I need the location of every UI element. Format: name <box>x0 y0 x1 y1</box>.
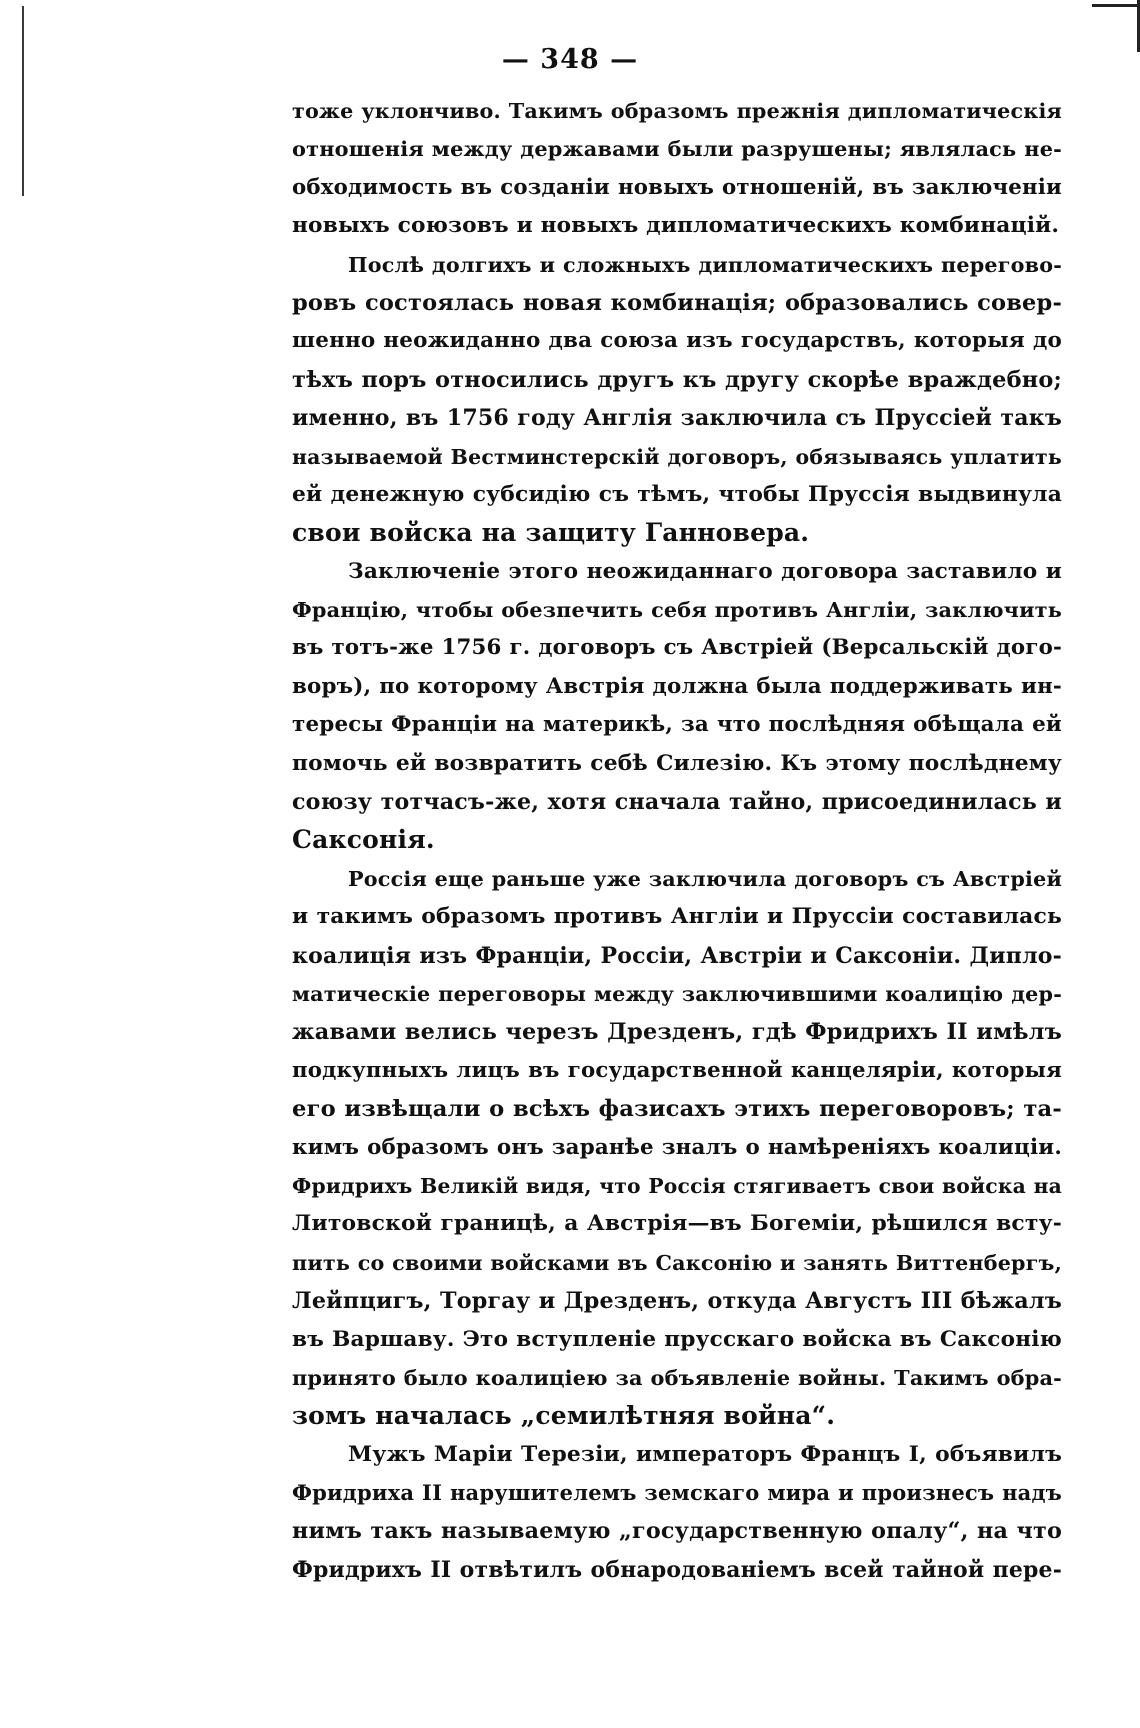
text-line: принято было коалиціею за объявленіе войны. Такимъ обра- <box>292 1364 1062 1390</box>
text-line: Фридриха II нарушителемъ земскаго мира и произнесъ надъ <box>292 1480 1062 1506</box>
text-line: подкупныхъ лицъ въ государственной канцеляріи, которыя <box>292 1057 1062 1083</box>
text-line: Францію, чтобы обезпечить себя противъ Англіи, заключить <box>292 598 1062 623</box>
text-line: жавами велись черезъ Дрезденъ, гдѣ Фридрихъ II имѣлъ <box>292 1019 1062 1046</box>
text-line: Заключеніе этого неожиданнаго договора заставило и <box>348 558 1062 584</box>
text-line: ровъ состоялась новая комбинація; образовались совер- <box>292 289 1062 316</box>
text-line: Фридрихъ Великій видя, что Россія стягиваетъ свои войска на <box>292 1173 1062 1198</box>
text-line: именно, въ 1756 году Англія заключила съ Пруссіей такъ <box>292 405 1062 432</box>
text-line: помочь ей возвратить себѣ Силезію. Къ этому послѣднему <box>292 750 1062 776</box>
text-line: ей денежную субсидію съ тѣмъ, чтобы Пруссія выдвинула <box>292 481 1062 507</box>
text-line: союзу тотчасъ-же, хотя сначала тайно, присоединилась и <box>292 789 1062 816</box>
text-line: Послѣ долгихъ и сложныхъ дипломатическихъ перегово- <box>348 252 1062 277</box>
text-line: нимъ такъ называемую „государственную опалу“, на что <box>292 1518 1062 1545</box>
text-line: Саксонія. <box>292 825 435 855</box>
text-line: матическіе переговоры между заключившими коалицію дер- <box>292 981 1062 1006</box>
text-line: коалиція изъ Франціи, Россіи, Австріи и Саксоніи. Дипло- <box>292 942 1062 969</box>
text-line: обходимость въ созданіи новыхъ отношеній, въ заключеніи <box>292 174 1062 200</box>
text-line: въ Варшаву. Это вступленіе прусскаго войска въ Саксонію <box>292 1326 1062 1352</box>
page-number: — 348 — <box>501 44 639 75</box>
text-line: его извѣщали о всѣхъ фазисахъ этихъ переговоровъ; та- <box>292 1096 1062 1123</box>
text-line: пить со своими войсками въ Саксонію и занять Виттенбергъ, <box>292 1250 1062 1275</box>
text-line: тѣхъ поръ относились другъ къ другу скорѣе враждебно; <box>292 366 1062 393</box>
text-line: Лейпцигъ, Торгау и Дрезденъ, откуда Августъ III бѣжалъ <box>292 1288 1062 1315</box>
text-line: кимъ образомъ онъ заранѣе зналъ о намѣреніяхъ коалиціи. <box>292 1134 1062 1160</box>
body-text <box>292 92 1062 1589</box>
text-line: тересы Франціи на материкѣ, за что послѣдняя обѣщала ей <box>292 712 1062 738</box>
text-line: называемой Вестминстерскій договоръ, обязываясь уплатить <box>292 444 1062 469</box>
text-line: Мужъ Маріи Терезіи, императоръ Францъ I, объявилъ <box>348 1441 1062 1467</box>
text-line: тоже уклончиво. Такимъ образомъ прежнія дипломатическія <box>292 99 1062 123</box>
text-line: воръ), по которому Австрія должна была поддерживать ин- <box>292 673 1062 699</box>
text-line: новыхъ союзовъ и новыхъ дипломатическихъ комбинацій. <box>292 213 1060 239</box>
text-line: Россія еще раньше уже заключила договоръ съ Австріей <box>348 866 1062 891</box>
scan-edge-top <box>1092 4 1140 7</box>
text-line: и такимъ образомъ противъ Англіи и Пруссіи составилась <box>292 904 1062 930</box>
scan-edge-left <box>22 6 24 196</box>
text-line: Литовской границѣ, а Австрія—въ Богеміи, рѣшился всту- <box>292 1211 1062 1237</box>
text-line: Фридрихъ II отвѣтилъ обнародованіемъ всей тайной пере- <box>292 1556 1062 1583</box>
text-line: свои войска на защиту Ганновера. <box>292 518 810 548</box>
text-line: зомъ началась „семилѣтняя война“. <box>292 1401 836 1431</box>
text-line: отношенія между державами были разрушены; являлась не- <box>292 136 1062 162</box>
text-line: шенно неожиданно два союза изъ государствъ, которыя до <box>292 328 1062 354</box>
text-line: въ тотъ-же 1756 г. договоръ съ Австріей (Версальскій дого- <box>292 635 1062 661</box>
